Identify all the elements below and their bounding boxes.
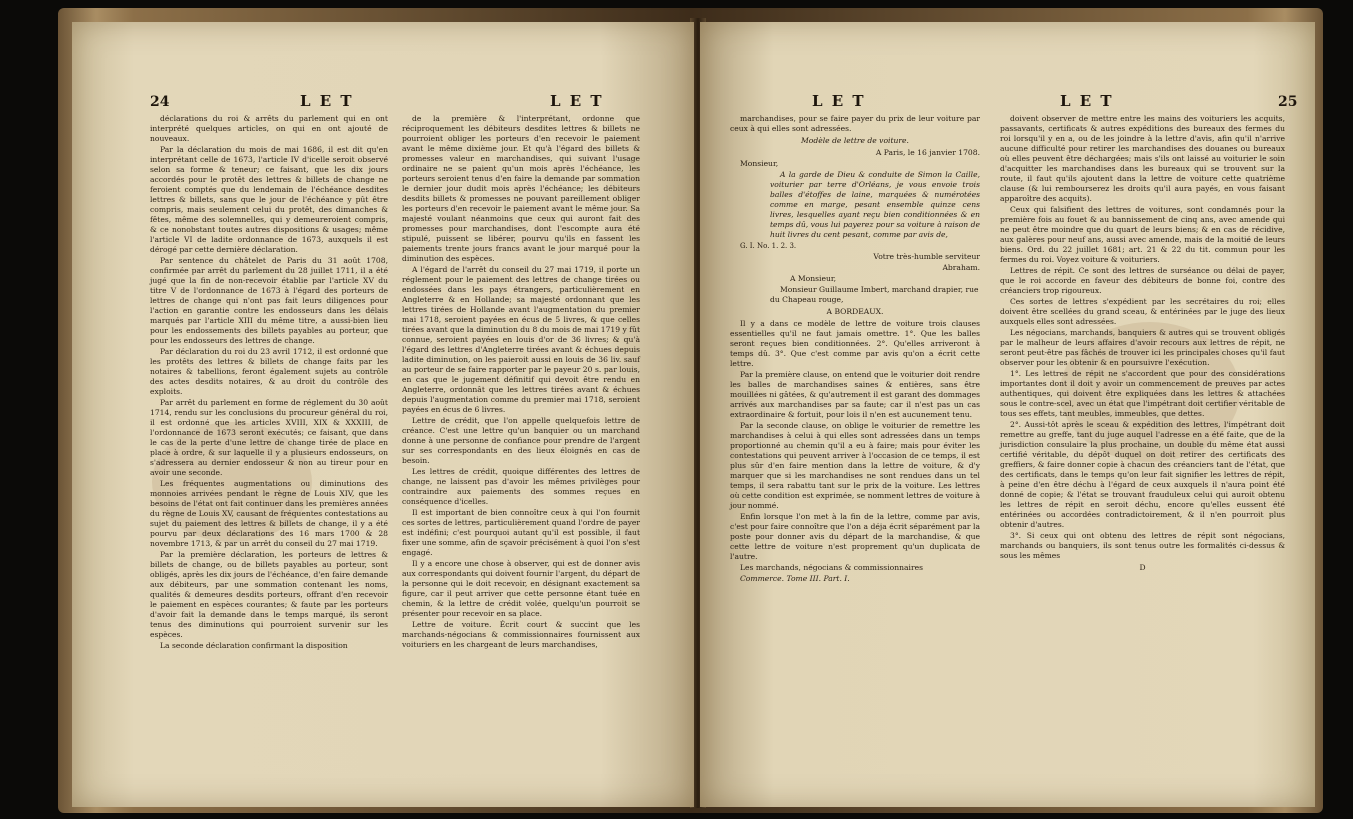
running-head-left-2: L E T	[550, 92, 604, 110]
right-page-column-1	[730, 114, 980, 585]
paragraph: Les négocians, marchands, banquiers & autres qui se trouvent obligés par le malheur de leurs affaires d'avoir recours aux lettres de répit, ne seront peut-être pas fâchés de trouver ici les principales choses qu'il faut observer pour les obtenir & en poursuivre l'exécution.	[1000, 328, 1285, 367]
paragraph: Par la première déclaration, les porteurs de lettres & billets de change, ou de billets payables au porteur, sont obligés, après les dix jours de l'échéance, d'en faire demande aux débiteurs, par une sommation contenant les noms, qualités & demeures desdits porteurs, offrant d'en recevoir le paiement en espèces courantes; & faute par les porteurs d'avoir fait la demande dans le temps marqué, ils seront tenus des diminutions qui pourroient survenir sur les espèces.	[150, 550, 388, 639]
paragraph: Lettre de crédit, que l'on appelle quelquefois lettre de créance. C'est une lettre qu'un banquier ou un marchand donne à une personne de confiance pour prendre de l'argent sur ses correspondants en des lieux éloignés en cas de besoin.	[402, 416, 640, 465]
paragraph: Ceux qui falsifient des lettres de voitures, sont condamnés pour la première fois au fouet & au bannissement de cinq ans, avec amende qui ne peut être moindre que du quart de leurs biens; & en cas de récidive, aux galères pour neuf ans, aussi avec amende, mais de la moitié de leurs biens. Ord. du 22 juillet 1681; art. 21 & 22 du tit. commun pour les fermes du roi. Voyez voiture & voituriers.	[1000, 205, 1285, 264]
running-head-left-1: L E T	[300, 92, 354, 110]
paragraph: Il y a encore une chose à observer, qui est de donner avis aux correspondants qui doivent fournir l'argent, du départ de la personne qui le doit recevoir, en désignant exactement sa figure, car il peut arriver que cette personne étant tuée en chemin, & la lettre de crédit volée, quelqu'un pourroit se présenter pour recevoir en sa place.	[402, 559, 640, 618]
paragraph: Par sentence du châtelet de Paris du 31 août 1708, confirmée par arrêt du parlement du 28 juillet 1711, il a été jugé que la fin de non-recevoir établie par l'article XV du titre V de l'ordonnance de 1673 à l'égard des porteurs de lettres de change qui n'ont pas fait leurs diligences pour l'action en garantie contre les endosseurs dans les délais marqués par l'article XIII du même titre, a aussi-bien lieu pour les endossements des billets payables au porteur, que pour les endosseurs des lettres de change.	[150, 256, 388, 345]
letter-signer: Abraham.	[942, 263, 980, 272]
page-footer: Commerce. Tome III. Part. I.	[740, 574, 850, 583]
left-page-column-1	[150, 114, 388, 652]
paragraph: doivent observer de mettre entre les mains des voituriers les acquits, passavants, certificats & autres expéditions des bureaux des fermes du roi lorsqu'il y en a, ou de les joindre à la lettre d'avis, afin qu'il n'arrive aucune difficulté pour retirer les marchandises des douanes ou bureaux où elles peuvent être déchargées; mais s'ils ont laissé au voiturier le soin d'acquitter les marchandises dans les bureaux qui se trouvent sur la route, il faut qu'ils ajoutent dans la lettre de voiture cette quatrième clause (& lui rembourserez les droits qu'il aura payés, en vous faisant apparoître des acquits).	[1000, 114, 1285, 203]
paragraph: Par arrêt du parlement en forme de réglement du 30 août 1714, rendu sur les conclusions du procureur général du roi, il est ordonné que les articles XVIII, XIX & XXXIII, de l'ordonnance de 1673 seront exécutés; ce faisant, que dans le cas de la perte d'une lettre de change tirée de place en place à ordre, & sur laquelle il y a plusieurs endosseurs, on s'adressera au dernier endosseur & non au tireur pour en avoir une seconde.	[150, 398, 388, 477]
address-line: A Monsieur,	[790, 274, 837, 283]
paragraph: Les lettres de crédit, quoique différentes des lettres de change, ne laissent pas d'avoir les mêmes privilèges pour contraindre aux paiements des sommes reçues en conséquence d'icelles.	[402, 467, 640, 506]
paragraph: de la première & l'interprétant, ordonne que réciproquement les débiteurs desdites lettres & billets ne pourroient obliger les porteurs d'en recevoir le paiement avant le même dixième jour. Et qu'à l'égard des billets & promesses valeur en marchandises, qui suivant l'usage ordinaire ne se paient qu'un mois après l'échéance, les porteurs seroient tenus d'en faire la demande par sommation le dernier jour dudit mois après l'échéance; les débiteurs desdits billets & promesses ne pouvant pareillement obliger les porteurs d'en recevoir le paiement avant le même jour. Sa majesté voulant néanmoins que ceux qui auront fait des promesses pour marchandises, dont l'escompte aura été stipulé, puissent se libérer, pourvu qu'ils en fassent les paiements trente jours francs avant le jour marqué pour la diminution des espèces.	[402, 114, 640, 263]
paragraph: Lettre de voiture. Écrit court & succint que les marchands-négocians & commissionnaires fournissent aux voituriers en les chargeant de leurs marchandises,	[402, 620, 640, 649]
paragraph: 1°. Les lettres de répit ne s'accordent que pour des considérations importantes dont il doit y avoir un commencement de preuves par actes authentiques, qui doivent être expliquées dans les lettres & attachées sous le contre-scel, avec un état que l'impétrant doit certifier véritable de tous ses effets, tant meubles, immeubles, que dettes.	[1000, 369, 1285, 418]
paragraph: Par déclaration du roi du 23 avril 1712, il est ordonné que les protêts des lettres & billets de change faits par les notaires & tabellions, feront également sujets au contrôle des actes desdits notaires, & au droit du contrôle des exploits.	[150, 347, 388, 396]
paragraph: Ces sortes de lettres s'expédient par les secrétaires du roi; elles doivent être scellées du grand sceau, & entérinées par le juge des lieux auxquels elles sont adressées.	[1000, 297, 1285, 326]
left-page	[72, 22, 694, 807]
paragraph: Par la première clause, on entend que le voiturier doit rendre les balles de marchandises saines & entières, sans être mouillées ni gâtées, & qu'autrement il est garant des dommages arrivés aux marchandises par sa faute; car il n'est pas un cas extraordinaire & fortuit, pour lois il n'en est aucunement tenu.	[730, 370, 980, 419]
margin-mark: G. I. No. 1. 2. 3.	[740, 242, 797, 250]
paragraph: Par la seconde clause, on oblige le voiturier de remettre les marchandises à celui à qui elles sont adressées dans un temps proportionné au chemin qu'il a eu à faire; mais pour éviter les contestations qui peuvent arriver à l'occasion de ce temps, il est plus sûr d'en faire mention dans la lettre de voiture, & d'y marquer que si les marchandises ne sont rendues dans un tel temps, il sera rabattu tant sur le prix de la voiture. Les lettres où cette condition est exprimée, se nomment lettres de voiture à jour nommé.	[730, 421, 980, 510]
paragraph: Il y a dans ce modèle de lettre de voiture trois clauses essentielles qu'il ne faut jamais omettre. 1°. Que les balles seront reçues bien conditionnées. 2°. Qu'elles arriveront à temps dû. 3°. Que c'est comme par avis qu'on a écrit cette lettre.	[730, 319, 980, 368]
right-page-column-2	[1000, 114, 1285, 575]
address-city: A BORDEAUX.	[826, 307, 884, 316]
letter-closing: Votre très-humble serviteur	[873, 252, 980, 261]
paragraph: Par la déclaration du mois de mai 1686, il est dit qu'en interprétant celle de 1673, l'article IV d'icelle seroit observé selon sa forme & teneur; ce faisant, que les dix jours accordés pour le protêt des lettres & billets de change ne feroient comptés que du lendemain de l'échéance desdites lettres & billets, sans que le jour de l'échéance y pût être compris, mais seulement celui du protêt, des dimanches & fêtes, même des solemnelles, qui y demeureroient compris, & ce nonobstant toutes autres dispositions & usages; même l'article VI de ladite ordonnance de 1673, auxquels il est dérogé par cette dernière déclaration.	[150, 145, 388, 254]
paragraph: La seconde déclaration confirmant la disposition	[160, 641, 348, 650]
paragraph: déclarations du roi & arrêts du parlement qui en ont interprété quelques articles, on qui en ont ajouté de nouveaux.	[150, 114, 388, 143]
paragraph: Les fréquentes augmentations ou diminutions des monnoies arrivées pendant le règne de Louis XIV, que les besoins de l'état ont fait continuer dans les premières années du règne de Louis XV, causant de fréquentes contestations au sujet du paiement des lettres & billets de change, il y a été pourvu par deux déclarations des 16 mars 1700 & 28 novembre 1713, & par un arrêt du conseil du 27 mai 1719.	[150, 479, 388, 548]
running-head-right-2: L E T	[1060, 92, 1114, 110]
page-number-right: 25	[1278, 94, 1298, 110]
paragraph: 2°. Aussi-tôt après le sceau & expédition des lettres, l'impétrant doit remettre au greffe, tant du juge auquel l'adresse en a été faite, que de la jurisdiction consulaire la plus prochaine, un double du même état aussi certifié véritable, du dépôt duquel on doit retirer des certificats des greffiers, & faire donner copie à chacun des créanciers tant de l'état, que des certificats, dans le temps qu'on leur fait signifier les lettres de répit, à peine d'en être déchu à l'égard de ceux auxquels il n'aura point été donné de copie; & l'état se trouvant frauduleux celui qui auroit obtenu les lettres de répit en seroit déchu, encore qu'elles eussent été entérinées ou accordées contradictoirement, & il n'en pourroit plus obtenir d'autres.	[1000, 420, 1285, 529]
paragraph: A l'égard de l'arrêt du conseil du 27 mai 1719, il porte un réglement pour le paiement des lettres de change tirées ou endossées dans les pays étrangers, particulièrement en Angleterre & en Hollande; sa majesté ordonnant que les lettres tirées de Hollande avant l'augmentation du premier mai 1718, seroient payées en écus de 5 livres, & que celles tirées avant que la diminution du 8 du mois de mai 1719 y fût connue, seroient payées en louis d'or de 36 livres; & qu'à l'égard des lettres d'Angleterre tirées avant & échues depuis ladite diminution, on les paieroit aussi en louis de 36 liv. sauf au porteur de se faire rapporter par le payeur 20 s. par louis, en cas que le jugement définitif qui devoit être rendu en Angleterre, ordonnât que les lettres tirées avant & échues depuis l'augmentation comme du premier mai 1718, seroient payées en écus de 6 livres.	[402, 265, 640, 414]
letter-dateline: A Paris, le 16 janvier 1708.	[875, 148, 980, 157]
right-page	[700, 22, 1315, 807]
left-page-column-2	[402, 114, 640, 651]
paragraph: Les marchands, négocians & commissionnaires	[740, 563, 923, 572]
paragraph: 3°. Si ceux qui ont obtenu des lettres de répit sont négocians, marchands ou banquiers, ils sont tenus outre les formalités ci-dessus & sous les mêmes	[1000, 531, 1285, 560]
running-head-right-1: L E T	[812, 92, 866, 110]
model-title: Modèle de lettre de voiture.	[801, 136, 909, 145]
paragraph: Enfin lorsque l'on met à la fin de la lettre, comme par avis, c'est pour faire connoître que l'on a déja écrit séparément par la poste pour donner avis du départ de la marchandise, & que cette lettre de voiture n'est proprement qu'un duplicata de l'autre.	[730, 512, 980, 561]
letter-body: A la garde de Dieu & conduite de Simon la Caille, voiturier par terre d'Orléans, je vous envoie trois balles d'étoffes de laine, marquées & numérotées comme en marge, pesant ensemble quinze cens livres, lesquelles ayant reçu bien conditionnées & en temps dû, vous lui payerez pour sa voiture à raison de huit livres du cent pesant, comme par avis de,	[770, 170, 980, 239]
paragraph: marchandises, pour se faire payer du prix de leur voiture par ceux à qui elles sont adressées.	[730, 114, 980, 133]
signature-mark: D	[1139, 563, 1146, 572]
letter-salutation: Monsieur,	[740, 159, 779, 168]
page-number-left: 24	[150, 94, 170, 110]
paragraph: Il est important de bien connoître ceux à qui l'on fournit ces sortes de lettres, particulièrement quand l'ordre de payer est indéfini; c'est pourquoi autant qu'il est possible, il faut fixer une somme, afin de sçavoir précisément à quoi l'on s'est engagé.	[402, 508, 640, 557]
address-line: Monsieur Guillaume Imbert, marchand drapier, rue du Chapeau rouge,	[770, 285, 979, 304]
paragraph: Lettres de répit. Ce sont des lettres de surséance ou délai de payer, que le roi accorde en faveur des débiteurs de bonne foi, contre des créanciers trop rigoureux.	[1000, 266, 1285, 295]
